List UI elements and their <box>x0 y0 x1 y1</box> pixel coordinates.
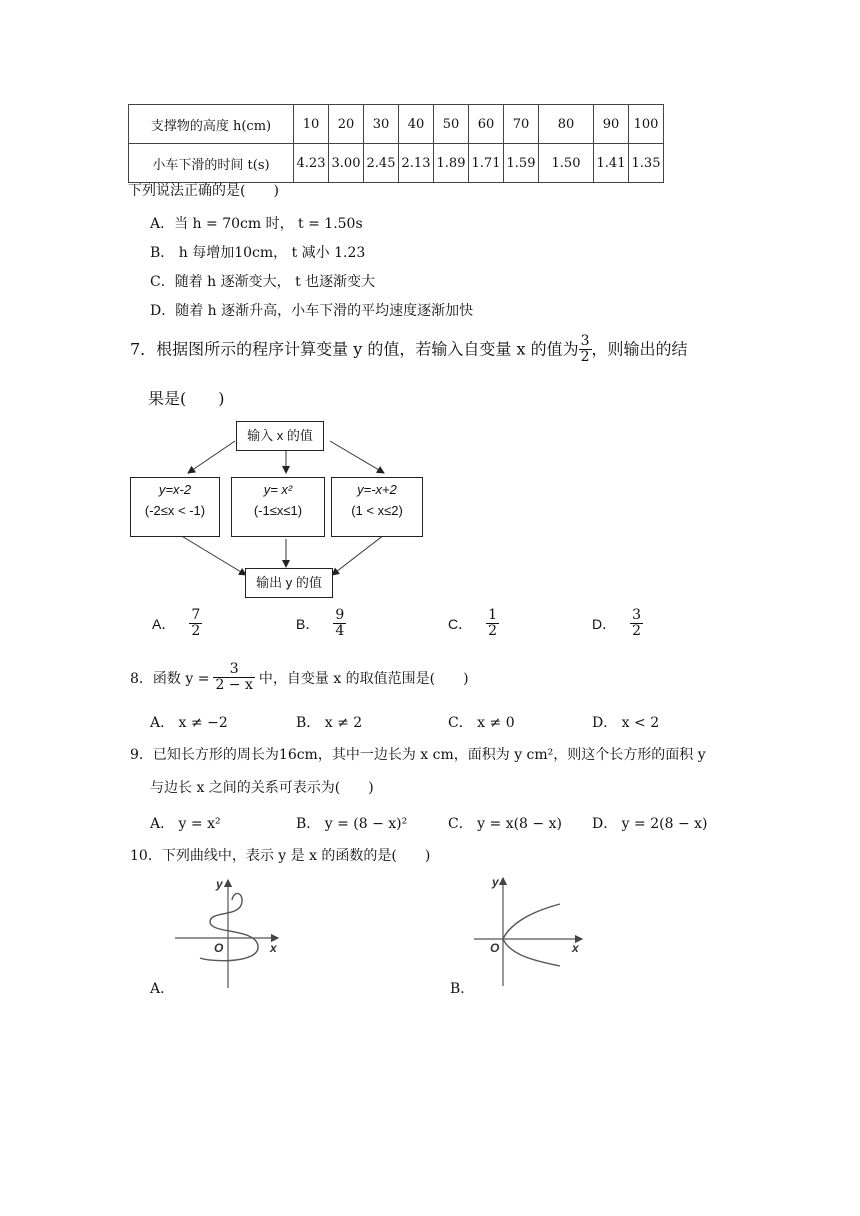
flow-input-box: 输入 x 的值 <box>236 421 324 451</box>
option-label: C． <box>448 615 473 632</box>
graph-a-label: A． <box>150 981 175 997</box>
q9-option-d: D． y = 2(8 − x) <box>592 816 708 832</box>
frac-num: 1 <box>488 607 498 623</box>
graph-b-x-label: x <box>572 941 579 955</box>
q9-line1: 9．已知长方形的周长为16cm，其中一边长为 x cm，面积为 y cm²，则这个长方形的面积 y <box>130 747 706 763</box>
q6-option-a: A．当 h = 70cm 时， t = 1.50s <box>150 216 363 232</box>
table-row-time <box>129 144 664 183</box>
q9-option-a: A． y = x² <box>150 816 221 832</box>
option-fraction <box>486 608 499 640</box>
graph-a-x-label: x <box>270 941 277 955</box>
flow-output-box: 输出 y 的值 <box>245 568 333 598</box>
frac-num: 3 <box>580 333 590 349</box>
flow-branch-3 <box>331 477 423 537</box>
graph-a-y-label: y <box>216 877 223 891</box>
frac-num: 3 <box>632 607 642 623</box>
cell: 60 <box>469 105 504 144</box>
cell: 20 <box>329 105 364 144</box>
branch-2-formula: y= x² <box>263 482 293 497</box>
flow-branch-2 <box>231 477 325 537</box>
q6-option-b: B． h 每增加10cm， t 减小 1.23 <box>150 245 366 261</box>
row-label-height: 支撑物的高度 h(cm) <box>129 105 294 144</box>
q9-line2: 与边长 x 之间的关系可表示为( ) <box>150 780 374 796</box>
cell: 1.41 <box>594 144 629 183</box>
graph-b-curve <box>503 904 560 966</box>
cell: 2.45 <box>364 144 399 183</box>
q7-text-b: ，则输出的结 <box>591 339 688 359</box>
cell: 1.50 <box>539 144 594 183</box>
option-label: B． <box>296 615 320 632</box>
branch-1-formula: y=x-2 <box>158 482 192 497</box>
cell: 10 <box>294 105 329 144</box>
branch-3-range: (1 < x≤2) <box>351 503 403 518</box>
data-table <box>128 104 664 183</box>
branch-2-range: (-1≤x≤1) <box>253 503 303 518</box>
option-label: A． <box>152 615 176 632</box>
q9-option-b: B． y = (8 − x)² <box>296 816 408 832</box>
flow-branch-1 <box>130 477 220 537</box>
frac-den: 2 − x <box>215 677 253 694</box>
cell: 40 <box>399 105 434 144</box>
q10-prompt: 10．下列曲线中，表示 y 是 x 的函数的是( ) <box>130 848 431 864</box>
frac-den: 2 <box>632 623 642 640</box>
q7-fraction <box>579 334 592 366</box>
q6-option-d: D．随着 h 逐渐升高，小车下滑的平均速度逐渐加快 <box>150 303 474 319</box>
q8-option-d: D． x < 2 <box>592 715 660 731</box>
cell: 90 <box>594 105 629 144</box>
q7-option-c <box>448 608 499 640</box>
cell: 100 <box>629 105 664 144</box>
q7-option-d <box>592 608 643 640</box>
cell: 4.23 <box>294 144 329 183</box>
q8-question <box>130 662 469 694</box>
q7-text-c: 果是( ) <box>148 389 225 408</box>
q7-option-b <box>296 608 346 640</box>
option-label: D． <box>592 615 617 632</box>
graph-b-label: B． <box>450 981 475 997</box>
q8-option-b: B． x ≠ 2 <box>296 715 363 731</box>
branch-1-range: (-2≤x < -1) <box>144 503 206 518</box>
row-label-time: 小车下滑的时间 t(s) <box>129 144 294 183</box>
q8-fraction <box>213 662 254 694</box>
table-row-height <box>129 105 664 144</box>
cell: 80 <box>539 105 594 144</box>
cell: 2.13 <box>399 144 434 183</box>
option-fraction <box>630 608 643 640</box>
cell: 30 <box>364 105 399 144</box>
q9-option-c: C． y = x(8 − x) <box>448 816 562 832</box>
graph-b-y-label: y <box>492 875 499 889</box>
frac-num: 9 <box>335 607 345 623</box>
option-fraction <box>333 608 346 640</box>
q7-text-a: 7．根据图所示的程序计算变量 y 的值，若输入自变量 x 的值为 <box>130 339 579 359</box>
q8-text-b: 中，自变量 x 的取值范围是( ) <box>258 670 469 687</box>
graph-a <box>170 872 290 992</box>
q6-option-c: C．随着 h 逐渐变大， t 也逐渐变大 <box>150 274 376 290</box>
q7-option-a <box>152 608 202 640</box>
graph-a-origin: O <box>214 941 224 955</box>
branch-3-formula: y=-x+2 <box>357 482 397 497</box>
cell: 70 <box>504 105 539 144</box>
graph-a-curve <box>200 893 258 960</box>
frac-den: 2 <box>580 349 590 366</box>
cell: 1.35 <box>629 144 664 183</box>
cell: 1.59 <box>504 144 539 183</box>
q6-prompt: 下列说法正确的是( ) <box>128 183 279 199</box>
frac-den: 2 <box>191 623 201 640</box>
graph-b <box>470 872 590 992</box>
option-fraction <box>189 608 202 640</box>
frac-den: 4 <box>335 623 345 640</box>
graph-b-origin: O <box>490 941 500 955</box>
cell: 50 <box>434 105 469 144</box>
frac-num: 3 <box>213 662 254 678</box>
q7-question <box>130 334 688 366</box>
cell: 1.71 <box>469 144 504 183</box>
cell: 1.89 <box>434 144 469 183</box>
q8-text-a: 8．函数 y = <box>130 670 210 687</box>
cell: 3.00 <box>329 144 364 183</box>
q8-option-c: C． x ≠ 0 <box>448 715 515 731</box>
frac-num: 7 <box>191 607 201 623</box>
q8-option-a: A． x ≠ −2 <box>150 715 228 731</box>
frac-den: 2 <box>488 623 498 640</box>
